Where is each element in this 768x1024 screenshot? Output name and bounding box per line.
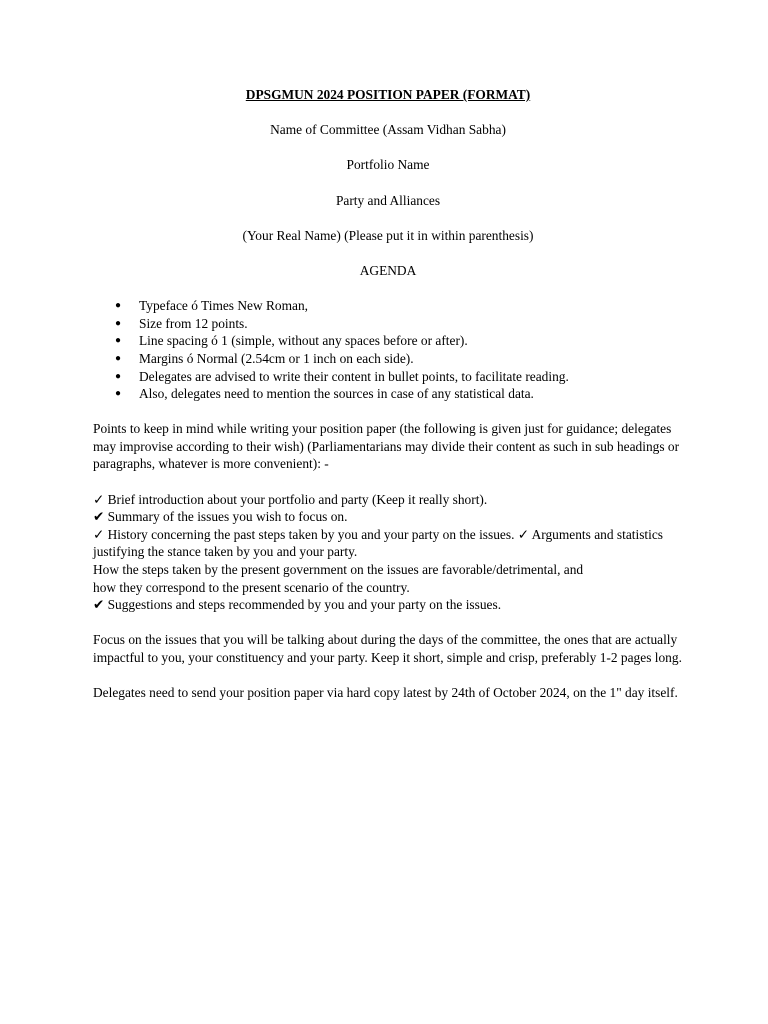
checklist-item: ✓ Brief introduction about your portfolio and party (Keep it really short). [93,491,488,507]
bullet-icon: ● [115,335,122,347]
bullet-icon: ● [115,317,122,329]
spacer [93,667,683,685]
focus-paragraph: Focus on the issues that you will be talking about during the days of the committee, the ones that are actually impactful to you, your constituency and your party. Keep it short, simple and crisp, preferably 1-2 pages long. [93,632,682,665]
bullet-text: Typeface ó Times New Roman, [139,298,309,314]
checklist-item: ✔ Summary of the issues you wish to focus on. [93,509,348,525]
checklist-item: ✔ Suggestions and steps recommended by you and your party on the issues. [93,597,502,613]
document-title: DPSGMUN 2024 POSITION PAPER (FORMAT) [245,87,531,102]
bullet-item [93,332,683,350]
bullet-icon: ● [115,300,122,312]
checklist-item: ✓ History concerning the past steps taken by you and your party on the issues. ✓ Arguments and statistics justifying the stance taken by you and your party. [93,526,664,560]
bullet-icon: ● [115,388,122,400]
portfolio-name: Portfolio Name [346,157,430,173]
agenda-heading: AGENDA [359,262,417,278]
bullet-item [93,385,683,403]
spacer [93,403,683,421]
bullet-icon: ● [115,352,122,364]
spacer [93,614,683,632]
bullet-text: Size from 12 points. [139,315,248,331]
bullet-item [93,315,683,333]
bullet-text: Delegates are advised to write their content in bullet points, to facilitate reading. [139,368,569,384]
bullet-item [93,368,683,386]
deadline-paragraph: Delegates need to send your position paper via hard copy latest by 24th of October 2024, on the 1" day itself. [93,685,678,701]
bullet-text: Also, delegates need to mention the sources in case of any statistical data. [139,386,534,402]
bullet-item [93,297,683,315]
checklist-item: How the steps taken by the present government on the issues are favorable/detrimental, and [93,562,584,578]
checklist-item: how they correspond to the present scenario of the country. [93,579,410,595]
bullet-icon: ● [115,370,122,382]
real-name-line: (Your Real Name) (Please put it in within parenthesis) [242,227,534,243]
intro-paragraph: Points to keep in mind while writing your position paper (the following is given just for guidance; delegates may improvise according to their wish) (Parliamentarians may divide their content as such in sub headings or paragraphs, whatever is more convenient): - [93,421,680,472]
spacer [93,473,683,491]
bullet-text: Margins ó Normal (2.54cm or 1 inch on each side). [139,350,414,366]
format-bullet-list [93,297,683,403]
party-and-alliances: Party and Alliances [335,192,441,208]
document-body [93,86,683,702]
checklist [93,491,683,614]
bullet-item [93,350,683,368]
committee-name: Name of Committee (Assam Vidhan Sabha) [270,122,506,138]
bullet-text: Line spacing ó 1 (simple, without any spaces before or after). [139,333,468,349]
